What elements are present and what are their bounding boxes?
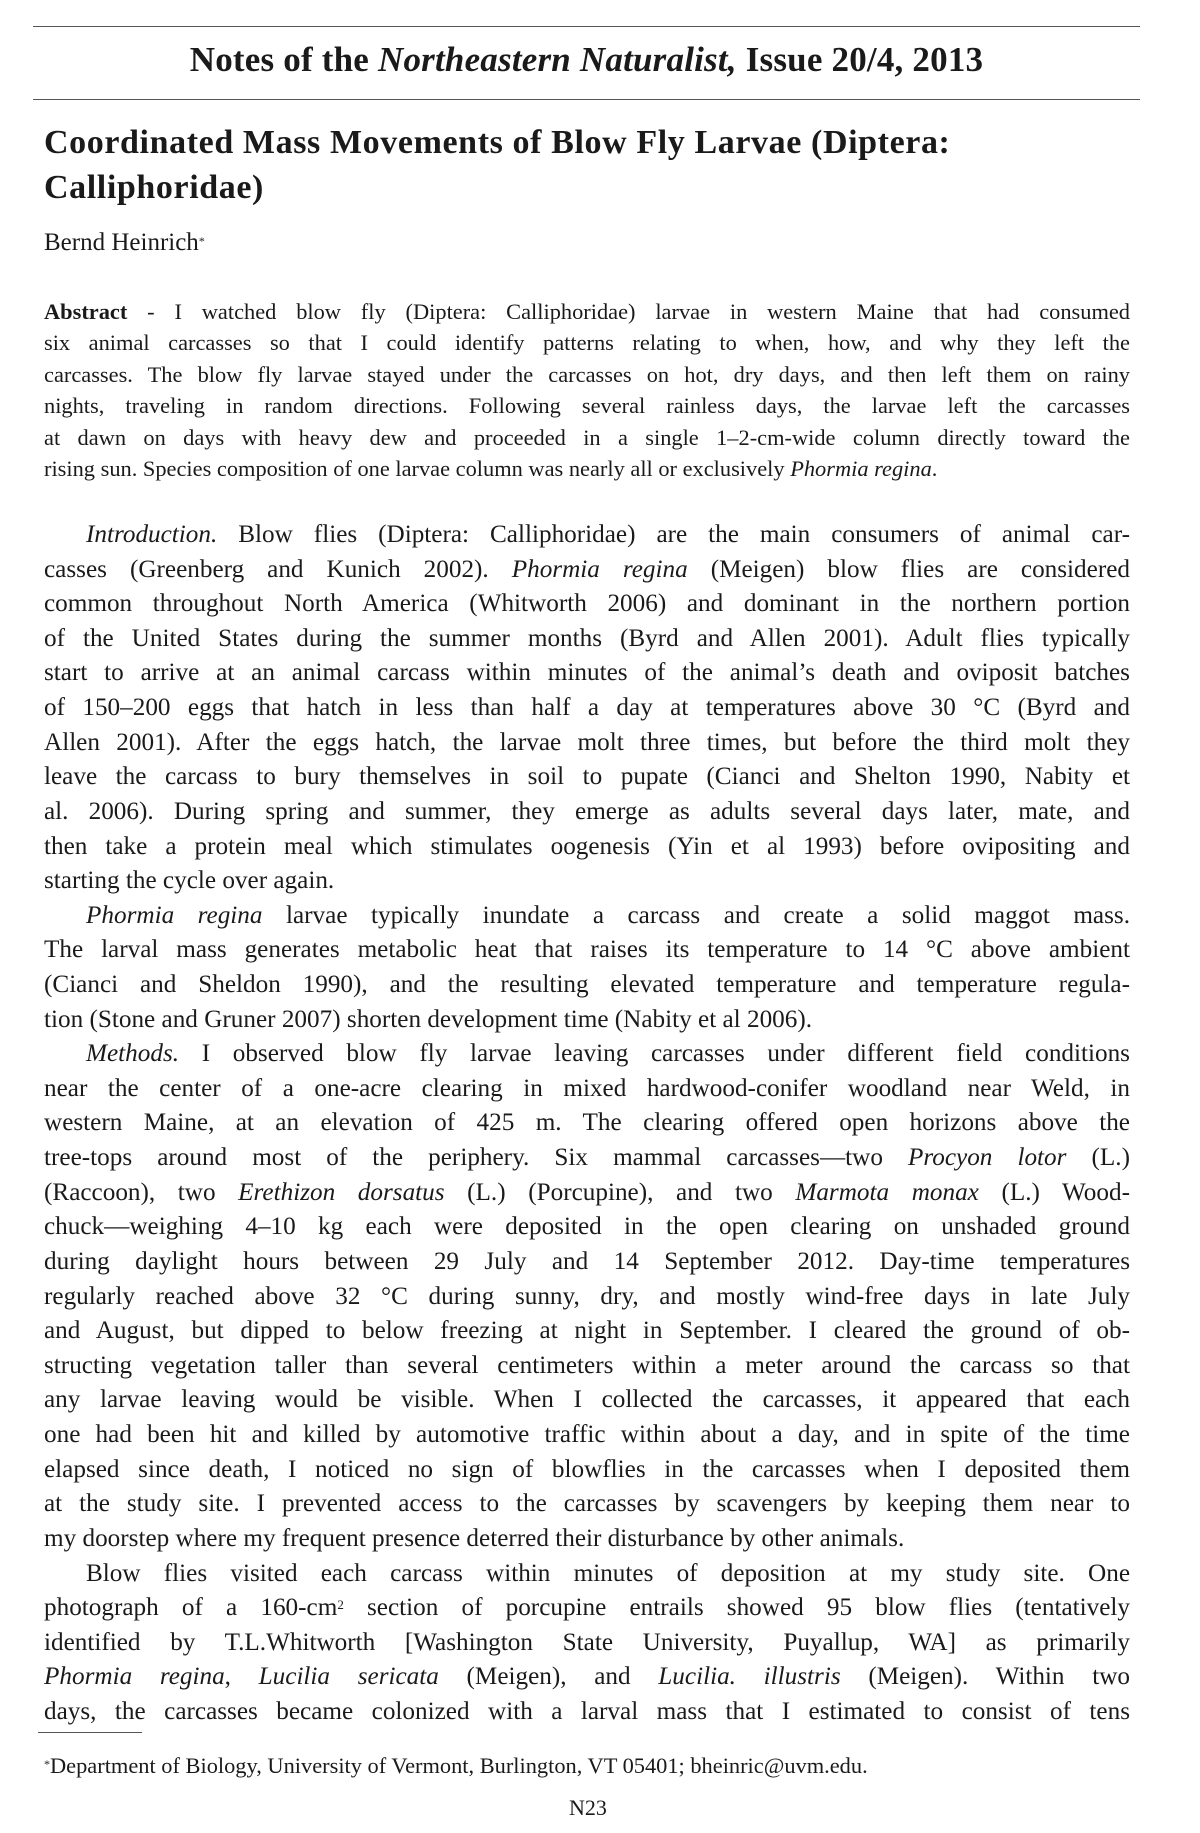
body-line: common throughout North America (Whitworth 2006) and dominant in the northern portion [44, 590, 1130, 617]
body-line: Blow flies visited each carcass within minutes of deposition at my study site. One [86, 1560, 1130, 1587]
body-text: photograph of a 160-cm [44, 1594, 338, 1621]
body-line: Allen 2001). After the eggs hatch, the larvae molt three times, but before the third molt they [44, 729, 1130, 756]
body-text: (L.) (Porcupine), and two [444, 1179, 796, 1206]
footnote [44, 1752, 868, 1780]
body-line: al. 2006). During spring and summer, they emerge as adults several days later, mate, and [44, 798, 1130, 825]
body-line [86, 518, 1130, 553]
journal-name: Northeastern Naturalist, [377, 40, 737, 79]
body-line: The larval mass generates metabolic heat that raises its temperature to 14 °C above ambient [44, 936, 1130, 963]
title-line: Coordinated Mass Movements of Blow Fly Larvae (Diptera: [44, 124, 951, 161]
abstract-line: nights, traveling in random directions. Following several rainless days, the larvae left the carcasses [44, 393, 1130, 418]
header-bottom-rule [33, 99, 1140, 100]
abstract-text: rising sun. Species composition of one larvae column was nearly all or exclusively [44, 456, 791, 481]
species-name: Erethizon dorsatus [238, 1179, 445, 1206]
body-line: then take a protein meal which stimulates oogenesis (Yin et al 1993) before ovipositing and [44, 833, 1130, 860]
species-name: Lucilia sericata [258, 1663, 439, 1690]
body-line: near the center of a one-acre clearing in mixed hardwood-conifer woodland near Weld, in [44, 1075, 1130, 1102]
species-name: Procyon lotor [908, 1144, 1067, 1171]
body-line: any larvae leaving would be visible. When I collected the carcasses, it appeared that each [44, 1386, 1130, 1413]
body-line: start to arrive at an animal carcass within minutes of the animal’s death and oviposit batches [44, 659, 1130, 686]
body-text: (Meigen). Within two [840, 1663, 1130, 1690]
abstract-line [44, 296, 1130, 328]
author-name: Bernd Heinrich [44, 229, 199, 256]
body-text: , [224, 1663, 259, 1690]
body-text: tree-tops around most of the periphery. Six mammal carcasses—two [44, 1144, 908, 1171]
body-line [44, 1176, 1130, 1211]
body-text: section of porcupine entrails showed 95 blow flies (tentatively [343, 1594, 1130, 1621]
body-text: (Raccoon), two [44, 1179, 239, 1206]
body-line: leave the carcass to bury themselves in soil to pupate (Cianci and Shelton 1990, Nabity et [44, 763, 1130, 790]
body-text: Blow flies (Diptera: Calliphoridae) are the main consumers of animal car- [217, 521, 1130, 548]
body-text: (L.) Wood- [978, 1179, 1130, 1206]
body-line: identified by T.L.Whitworth [Washington State University, Puyallup, WA] as primarily [44, 1629, 1130, 1656]
body-line: of the United States during the summer months (Byrd and Allen 2001). Adult flies typically [44, 625, 1130, 652]
author-footnote-marker: * [198, 234, 205, 248]
body-text: casses (Greenberg and Kunich 2002). [44, 556, 512, 583]
body-line: days, the carcasses became colonized with a larval mass that I estimated to consist of tens [44, 1698, 1130, 1725]
body-line: elapsed since death, I noticed no sign of blowflies in the carcasses when I deposited them [44, 1456, 1130, 1483]
body-line: starting the cycle over again. [44, 867, 335, 894]
footnote-rule [38, 1732, 142, 1733]
abstract-label: Abstract [44, 299, 128, 324]
species-name: Marmota monax [795, 1179, 979, 1206]
body-line: one had been hit and killed by automotive traffic within about a day, and in spite of the time [44, 1421, 1130, 1448]
body-line [86, 1037, 1130, 1072]
title-line: Calliphoridae) [44, 169, 264, 206]
body-text: (L.) [1066, 1144, 1130, 1171]
body-line: regularly reached above 32 °C during sunny, dry, and mostly wind-free days in late July [44, 1283, 1130, 1310]
body-line: western Maine, at an elevation of 425 m. The clearing offered open horizons above the [44, 1109, 1130, 1136]
species-name: Phormia regina [86, 902, 263, 929]
body-line [86, 899, 1130, 934]
body-text: larvae typically inundate a carcass and create a solid maggot mass. [262, 902, 1131, 929]
article-title [44, 120, 1134, 210]
page-number: N23 [569, 1795, 607, 1820]
body-line: and August, but dipped to below freezing at night in September. I cleared the ground of ob- [44, 1317, 1130, 1344]
body-line: of 150–200 eggs that hatch in less than half a day at temperatures above 30 °C (Byrd and [44, 694, 1130, 721]
abstract-line: six animal carcasses so that I could identify patterns relating to when, how, and why they left the [44, 330, 1130, 355]
body-line: structing vegetation taller than several centimeters within a meter around the carcass so that [44, 1352, 1130, 1379]
issue-info: Issue 20/4, 2013 [736, 40, 984, 79]
header-prefix: Notes of the [189, 40, 378, 79]
body-text: (Meigen), and [438, 1663, 659, 1690]
abstract-line [44, 453, 1130, 485]
species-name: Phormia regina [511, 556, 688, 583]
body-line: (Cianci and Sheldon 1990), and the resulting elevated temperature and temperature regula- [44, 971, 1130, 998]
abstract-text: . [931, 456, 938, 481]
body-line: tion (Stone and Gruner 2007) shorten development time (Nabity et al 2006). [44, 1006, 813, 1033]
author [44, 228, 205, 258]
body-line [44, 1591, 1130, 1626]
footnote-text: Department of Biology, University of Vermont, Burlington, VT 05401; bheinric@uvm.edu. [50, 1753, 868, 1778]
body-line [44, 1660, 1130, 1695]
body-line [44, 1141, 1130, 1176]
superscript: 2 [337, 1597, 344, 1612]
abstract-text: - I watched blow fly (Diptera: Calliphoridae) larvae in western Maine that had consumed [127, 299, 1130, 324]
body-line: during daylight hours between 29 July and 14 September 2012. Day-time temperatures [44, 1248, 1130, 1275]
body-text: I observed blow fly larvae leaving carcasses under different field conditions [179, 1040, 1130, 1067]
section-heading-methods: Methods. [86, 1040, 180, 1067]
running-header [33, 40, 1140, 80]
body-line: my doorstep where my frequent presence deterred their disturbance by other animals. [44, 1525, 905, 1552]
body-line: chuck—weighing 4–10 kg each were deposited in the open clearing on unshaded ground [44, 1213, 1130, 1240]
abstract-line: at dawn on days with heavy dew and proceeded in a single 1–2-cm-wide column directly toward the [44, 425, 1130, 450]
body-text: (Meigen) blow flies are considered [687, 556, 1130, 583]
species-name: Phormia regina [44, 1663, 225, 1690]
footnote-marker: * [44, 1757, 50, 1771]
species-name: Lucilia. illustris [658, 1663, 841, 1690]
species-name: Phormia regina [790, 456, 932, 481]
body-line: at the study site. I prevented access to the carcasses by scavengers by keeping them near to [44, 1490, 1130, 1517]
body-line [44, 553, 1130, 588]
section-heading-introduction: Introduction. [86, 521, 218, 548]
header-top-rule [33, 26, 1140, 27]
abstract-line: carcasses. The blow fly larvae stayed under the carcasses on hot, dry days, and then left them on rainy [44, 362, 1130, 387]
